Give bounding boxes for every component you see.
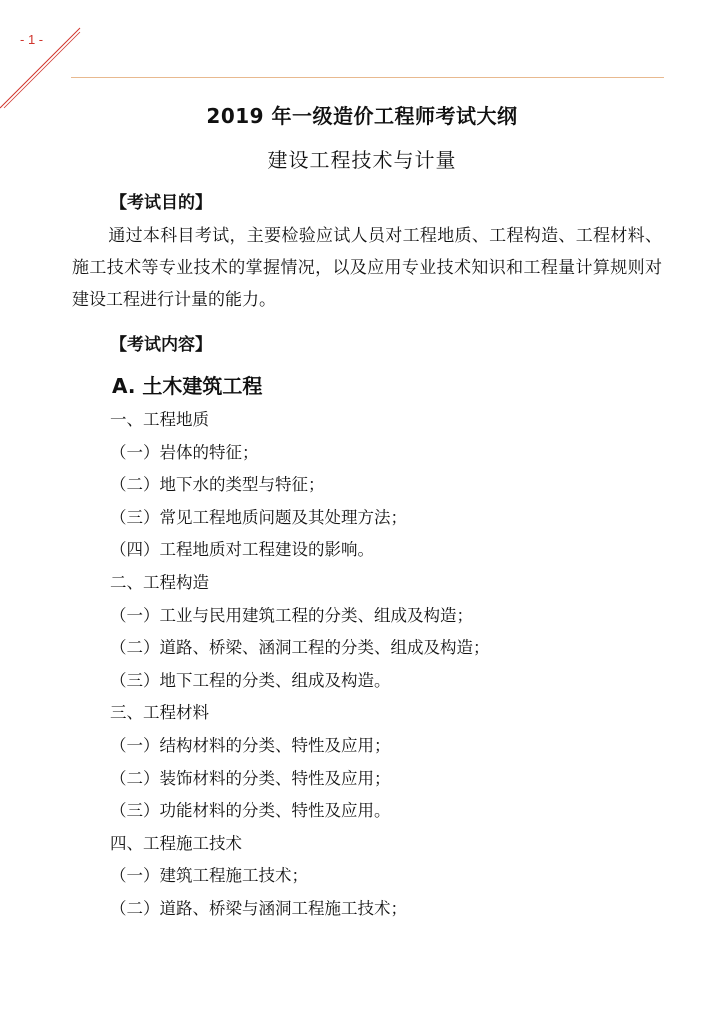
outline-item: （四）工程地质对工程建设的影响。 bbox=[110, 540, 374, 560]
outline-chapter: 一、工程地质 bbox=[110, 410, 209, 429]
purpose-paragraph bbox=[72, 220, 662, 316]
outline-item: （一）岩体的特征； bbox=[110, 442, 259, 462]
purpose-text: 通过本科目考试，主要检验应试人员对工程地质、工程构造、工程材料、施工技术等专业技术的掌握情况，以及应用专业技术知识和工程量计算规则对建设工程进行计量的能力。 bbox=[72, 226, 662, 310]
outline-item: （二）装饰材料的分类、特性及应用； bbox=[110, 768, 391, 788]
syllabus-outline bbox=[110, 404, 670, 926]
outline-item: （二）道路、桥梁、涵洞工程的分类、组成及构造； bbox=[110, 638, 490, 658]
outline-chapter: 二、工程构造 bbox=[110, 572, 209, 592]
outline-item: （三）地下工程的分类、组成及构造。 bbox=[110, 670, 391, 690]
outline-item: （三）功能材料的分类、特性及应用。 bbox=[110, 801, 391, 821]
header-rule bbox=[71, 77, 664, 78]
outline-item: （二）地下水的类型与特征； bbox=[110, 475, 325, 495]
outline-item: （二）道路、桥梁与涵洞工程施工技术； bbox=[110, 898, 407, 918]
outline-item: （一）结构材料的分类、特性及应用； bbox=[110, 735, 391, 755]
document-subtitle: 建设工程技术与计量 bbox=[267, 148, 457, 172]
outline-item: （三）常见工程地质问题及其处理方法； bbox=[110, 507, 407, 527]
outline-chapter: 三、工程材料 bbox=[110, 703, 209, 723]
document-title: 2019 年一级造价工程师考试大纲 bbox=[206, 104, 518, 128]
section-title: A. 土木建筑工程 bbox=[112, 374, 263, 398]
page-number: - 1 - bbox=[20, 32, 44, 47]
outline-chapter: 四、工程施工技术 bbox=[110, 833, 242, 853]
content-heading: 【考试内容】 bbox=[110, 335, 212, 355]
outline-item: （一）工业与民用建筑工程的分类、组成及构造； bbox=[110, 605, 473, 625]
outline-item: （一）建筑工程施工技术； bbox=[110, 866, 308, 886]
purpose-heading: 【考试目的】 bbox=[110, 193, 212, 213]
